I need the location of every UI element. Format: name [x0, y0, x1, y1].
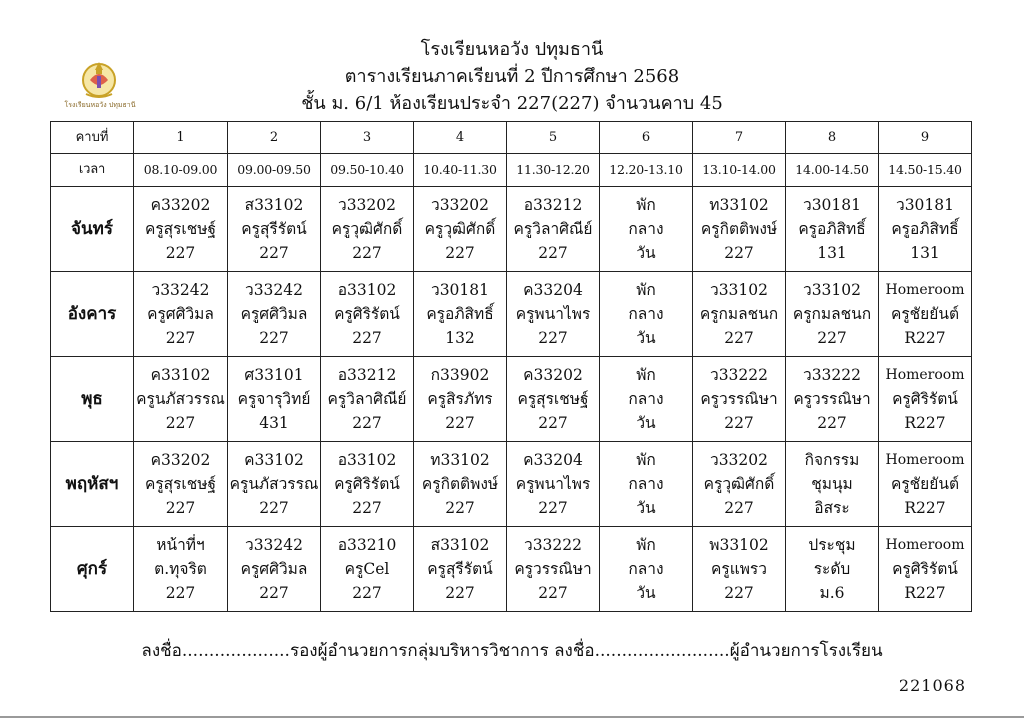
period-time: 11.30-12.20 — [507, 154, 600, 187]
schedule-cell — [786, 442, 879, 527]
cell-line: กลาง — [628, 560, 664, 578]
cell-line: ครูสุรเชษฐ์ — [517, 390, 589, 408]
cell-line: ว33222 — [802, 366, 861, 384]
cell-line: ครูวุฒิศักดิ์ — [424, 220, 496, 238]
schedule-cell — [228, 187, 321, 272]
cell-line: 227 — [445, 584, 475, 602]
cell-line: ครูสุรเชษฐ์ — [144, 475, 217, 493]
schedule-cell — [693, 357, 786, 442]
schedule-cell — [414, 357, 507, 442]
cell-line: 227 — [724, 244, 754, 262]
cell-line: ค33202 — [150, 196, 211, 214]
cell-line: พ33102 — [709, 536, 769, 554]
schedule-cell — [786, 187, 879, 272]
cell-line: ครูกมลชนก — [699, 305, 779, 323]
schedule-cell — [786, 527, 879, 612]
schedule-cell — [600, 357, 693, 442]
schedule-cell — [228, 357, 321, 442]
cell-line: 227 — [538, 499, 568, 517]
cell-line: ว33242 — [244, 536, 303, 554]
period-time: 10.40-11.30 — [414, 154, 507, 187]
cell-line: ค33204 — [523, 281, 583, 299]
schedule-cell — [321, 442, 414, 527]
schedule-cell — [693, 442, 786, 527]
cell-line: ครูพนาไพร — [515, 475, 591, 493]
cell-line: วัน — [636, 584, 656, 602]
schedule-cell — [134, 442, 228, 527]
cell-line: 227 — [352, 244, 382, 262]
cell-line: R227 — [904, 414, 946, 432]
cell-line: ว33102 — [709, 281, 768, 299]
cell-line: 132 — [445, 329, 475, 347]
schedule-cell — [879, 442, 972, 527]
cell-line: ครูอภิสิทธิ์ — [798, 220, 866, 238]
period-number: 4 — [414, 122, 507, 154]
period-number: 5 — [507, 122, 600, 154]
cell-line: กลาง — [628, 220, 664, 238]
cell-line: 431 — [259, 414, 289, 432]
cell-line: พัก — [636, 366, 656, 384]
cell-line: ว33202 — [709, 451, 768, 469]
period-number: 9 — [879, 122, 972, 154]
cell-line: ครูสุรเชษฐ์ — [144, 220, 217, 238]
cell-line: กลาง — [628, 475, 664, 493]
period-time: 09.00-09.50 — [228, 154, 321, 187]
cell-line: 227 — [538, 329, 568, 347]
cell-line: ค33204 — [523, 451, 583, 469]
period-time: 09.50-10.40 — [321, 154, 414, 187]
cell-line: ครูวิลาศิณีย์ — [327, 390, 407, 408]
cell-line: อ33212 — [337, 366, 397, 384]
schedule-cell — [879, 527, 972, 612]
cell-line: 227 — [538, 584, 568, 602]
schedule-cell — [507, 442, 600, 527]
cell-line: ครูวุฒิศักดิ์ — [703, 475, 775, 493]
timetable — [50, 121, 972, 612]
cell-line: ครูศิริรัตน์ — [892, 390, 958, 408]
cell-line: ชุมนุม — [811, 475, 853, 493]
period-time: 08.10-09.00 — [134, 154, 228, 187]
cell-line: ครูนภัสวรรณ — [229, 475, 319, 493]
cell-line: ครูศศิวิมล — [240, 305, 308, 323]
period-header-row — [51, 122, 972, 154]
cell-line: ครูวรรณิษา — [793, 390, 871, 408]
period-label: คาบที่ — [51, 122, 134, 154]
day-row — [51, 527, 972, 612]
period-time: 14.00-14.50 — [786, 154, 879, 187]
cell-line: ม.6 — [819, 584, 845, 602]
schedule-cell — [879, 357, 972, 442]
cell-line: ครูกิตติพงษ์ — [421, 475, 499, 493]
cell-line: วัน — [636, 414, 656, 432]
schedule-cell — [414, 187, 507, 272]
cell-line: อ33102 — [337, 451, 397, 469]
cell-line: 227 — [445, 414, 475, 432]
day-row — [51, 187, 972, 272]
cell-line: 227 — [352, 414, 382, 432]
cell-line: ครูกิตติพงษ์ — [700, 220, 778, 238]
cell-line: ส33102 — [430, 536, 490, 554]
cell-line: ครูศิริรัตน์ — [334, 475, 400, 493]
cell-line: ครูสุรีรัตน์ — [241, 220, 307, 238]
cell-line: ว30181 — [430, 281, 489, 299]
period-time: 14.50-15.40 — [879, 154, 972, 187]
cell-line: ว33242 — [244, 281, 303, 299]
cell-line: ครูศศิวิมล — [147, 305, 214, 323]
schedule-cell — [600, 442, 693, 527]
cell-line: กลาง — [628, 390, 664, 408]
cell-line: ก33902 — [430, 366, 490, 384]
cell-line: กลาง — [628, 305, 664, 323]
schedule-cell — [600, 272, 693, 357]
cell-line: ส33102 — [244, 196, 304, 214]
school-name: โรงเรียนหอวัง ปทุมธานี — [420, 39, 604, 60]
cell-line: 227 — [817, 329, 847, 347]
cell-line: ครูอภิสิทธิ์ — [426, 305, 494, 323]
cell-line: 227 — [259, 584, 289, 602]
period-number: 1 — [134, 122, 228, 154]
day-name: อังคาร — [51, 272, 134, 357]
cell-line: หน้าที่ฯ — [156, 536, 205, 554]
cell-line: 227 — [165, 499, 196, 517]
time-label: เวลา — [51, 154, 134, 187]
cell-line: ค33102 — [150, 366, 211, 384]
document-header — [0, 36, 1024, 117]
cell-line: ครูสิรภัทร — [427, 390, 493, 408]
schedule-cell — [134, 527, 228, 612]
bottom-divider — [0, 716, 1024, 718]
period-number: 6 — [600, 122, 693, 154]
cell-line: Homeroom — [885, 537, 965, 553]
cell-line: 227 — [817, 414, 847, 432]
cell-line: 227 — [165, 584, 196, 602]
cell-line: ว33202 — [337, 196, 396, 214]
period-time: 13.10-14.00 — [693, 154, 786, 187]
cell-line: ครูสุรีรัตน์ — [427, 560, 493, 578]
schedule-cell — [134, 187, 228, 272]
cell-line: ครูชัยยันต์ — [890, 305, 960, 323]
schedule-cell — [228, 442, 321, 527]
document-number: 221068 — [898, 676, 966, 695]
schedule-cell — [693, 187, 786, 272]
schedule-cell — [134, 357, 228, 442]
schedule-cell — [321, 527, 414, 612]
cell-line: ว33102 — [802, 281, 861, 299]
day-name: พุธ — [51, 357, 134, 442]
cell-line: Homeroom — [885, 367, 965, 383]
cell-line: ครูศิริรัตน์ — [334, 305, 400, 323]
signature-line: ลงชื่อ....................รองผู้อำนวยการกลุ่มบริหารวิชาการ ลงชื่อ.........................ผู้อำนวยการโรงเรียน — [141, 641, 883, 661]
cell-line: ประชุม — [808, 536, 856, 554]
cell-line: 227 — [165, 414, 196, 432]
cell-line: R227 — [904, 329, 946, 347]
cell-line: ครูพนาไพร — [515, 305, 591, 323]
cell-line: 227 — [724, 584, 754, 602]
emblem-caption: โรงเรียนหอวัง ปทุมธานี — [64, 101, 136, 109]
schedule-cell — [879, 187, 972, 272]
cell-line: ครูศศิวิมล — [240, 560, 308, 578]
cell-line: พัก — [636, 451, 656, 469]
cell-line: ครูจารุวิทย์ — [237, 390, 311, 408]
period-number: 3 — [321, 122, 414, 154]
cell-line: 227 — [724, 414, 754, 432]
cell-line: ครูวรรณิษา — [514, 560, 592, 578]
schedule-cell — [693, 527, 786, 612]
cell-line: ครูวุฒิศักดิ์ — [331, 220, 403, 238]
schedule-cell — [600, 187, 693, 272]
schedule-cell — [321, 357, 414, 442]
cell-line: ครูชัยยันต์ — [890, 475, 960, 493]
cell-line: 227 — [165, 244, 196, 262]
cell-line: อิสระ — [814, 499, 850, 517]
cell-line: ว33202 — [430, 196, 489, 214]
period-number: 2 — [228, 122, 321, 154]
cell-line: พัก — [636, 536, 656, 554]
cell-line: 227 — [352, 584, 382, 602]
cell-line: 227 — [259, 329, 289, 347]
cell-line: 227 — [724, 329, 754, 347]
cell-line: อ33102 — [337, 281, 397, 299]
cell-line: 131 — [910, 244, 940, 262]
schedule-cell — [600, 527, 693, 612]
cell-line: ต.ทุจริต — [154, 560, 207, 578]
day-name: จันทร์ — [51, 187, 134, 272]
cell-line: 227 — [352, 329, 382, 347]
cell-line: 227 — [538, 414, 568, 432]
cell-line: ครูอภิสิทธิ์ — [891, 220, 959, 238]
class-info: ชั้น ม. 6/1 ห้องเรียนประจำ 227(227) จำนวนคาบ 45 — [301, 93, 723, 114]
cell-line: ครูแพรว — [711, 560, 767, 578]
schedule-cell — [414, 442, 507, 527]
schedule-cell — [134, 272, 228, 357]
schedule-cell — [786, 357, 879, 442]
cell-line: อ33210 — [337, 536, 397, 554]
schedule-cell — [786, 272, 879, 357]
cell-line: ค33102 — [244, 451, 304, 469]
cell-line: ค33202 — [523, 366, 583, 384]
schedule-cell — [228, 272, 321, 357]
cell-line: 227 — [352, 499, 382, 517]
cell-line: Homeroom — [885, 282, 965, 298]
cell-line: ว30181 — [895, 196, 954, 214]
cell-line: วัน — [636, 329, 656, 347]
cell-line: อ33212 — [523, 196, 583, 214]
cell-line: 227 — [445, 499, 475, 517]
schedule-cell — [507, 527, 600, 612]
schedule-cell — [321, 272, 414, 357]
day-row — [51, 357, 972, 442]
cell-line: ครูวิลาศิณีย์ — [513, 220, 593, 238]
cell-line: ว33222 — [523, 536, 582, 554]
cell-line: 227 — [259, 244, 289, 262]
cell-line: พัก — [636, 281, 656, 299]
cell-line: 227 — [724, 499, 754, 517]
school-emblem-icon — [76, 56, 122, 102]
day-row — [51, 272, 972, 357]
cell-line: ระดับ — [813, 560, 851, 578]
cell-line: ว33242 — [151, 281, 210, 299]
period-number: 7 — [693, 122, 786, 154]
cell-line: 227 — [259, 499, 289, 517]
schedule-cell — [693, 272, 786, 357]
cell-line: กิจกรรม — [804, 451, 860, 469]
day-name: ศุกร์ — [51, 527, 134, 612]
period-number: 8 — [786, 122, 879, 154]
cell-line: ครูศิริรัตน์ — [892, 560, 958, 578]
time-row — [51, 154, 972, 187]
cell-line: วัน — [636, 244, 656, 262]
cell-line: ค33202 — [150, 451, 211, 469]
cell-line: วัน — [636, 499, 656, 517]
schedule-cell — [228, 527, 321, 612]
schedule-cell — [507, 187, 600, 272]
cell-line: ครูวรรณิษา — [700, 390, 778, 408]
day-name: พฤหัสฯ — [51, 442, 134, 527]
cell-line: R227 — [904, 584, 946, 602]
cell-line: 227 — [538, 244, 568, 262]
cell-line: Homeroom — [885, 452, 965, 468]
period-time: 12.20-13.10 — [600, 154, 693, 187]
cell-line: 227 — [165, 329, 196, 347]
schedule-cell — [414, 272, 507, 357]
schedule-cell — [507, 357, 600, 442]
day-row — [51, 442, 972, 527]
schedule-cell — [414, 527, 507, 612]
schedule-cell — [321, 187, 414, 272]
cell-line: ครูCel — [344, 560, 390, 578]
schedule-cell — [507, 272, 600, 357]
cell-line: ครูนภัสวรรณ — [136, 390, 225, 408]
cell-line: พัก — [636, 196, 656, 214]
cell-line: 227 — [445, 244, 475, 262]
cell-line: ว33222 — [709, 366, 768, 384]
cell-line: ศ33101 — [244, 366, 304, 384]
cell-line: ท33102 — [709, 196, 769, 214]
schedule-cell — [879, 272, 972, 357]
cell-line: R227 — [904, 499, 946, 517]
cell-line: ท33102 — [430, 451, 490, 469]
cell-line: 131 — [817, 244, 847, 262]
term-title: ตารางเรียนภาคเรียนที่ 2 ปีการศึกษา 2568 — [344, 66, 680, 87]
cell-line: ครูกมลชนก — [792, 305, 872, 323]
cell-line: ว30181 — [802, 196, 861, 214]
